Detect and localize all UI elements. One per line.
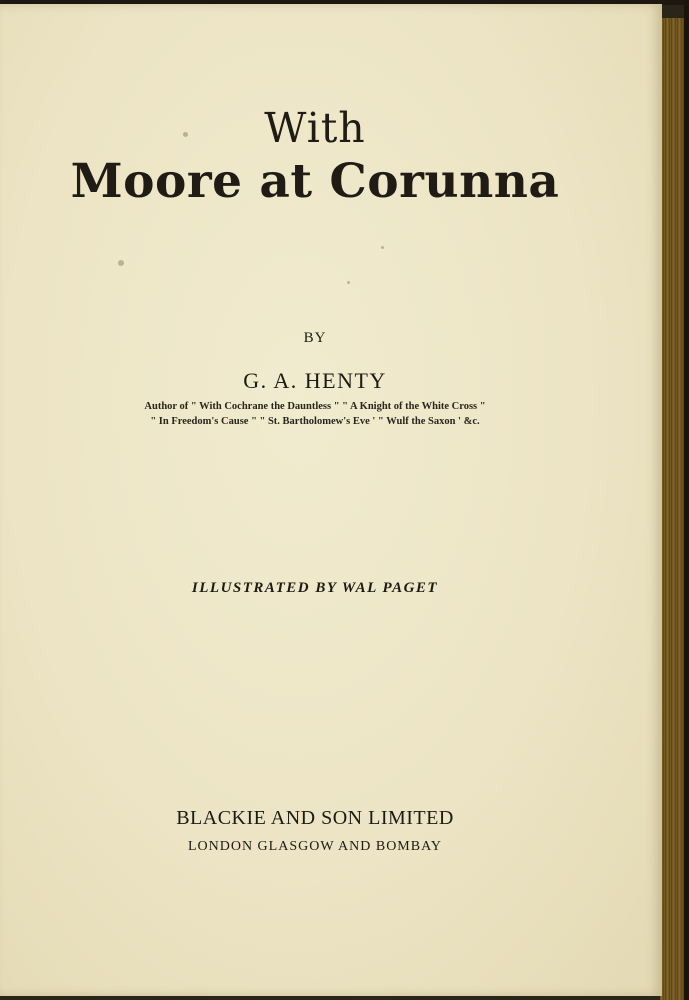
illustrator-credit: ILLUSTRATED BY WAL PAGET (191, 580, 439, 596)
title-line-2: Moore at Corunna (70, 154, 560, 209)
book-cover-edge (684, 0, 689, 1000)
other-works-line-1: Author of " With Cochrane the Dauntless " " A Knight of the White Cross " (144, 401, 486, 412)
title-line-1: With (264, 104, 366, 152)
publisher-cities: LONDON GLASGOW AND BOMBAY (187, 839, 443, 854)
author-name: G. A. HENTY (243, 368, 387, 393)
other-works-line-2: " In Freedom's Cause " " St. Bartholomew's Eve ' " Wulf the Saxon ' &c. (150, 416, 480, 427)
paper-speck (381, 246, 384, 249)
publisher-name: BLACKIE AND SON LIMITED (176, 807, 454, 829)
paper-speck (347, 281, 350, 284)
by-label: BY (303, 330, 327, 346)
title-page (0, 4, 662, 996)
paper-speck (118, 260, 124, 266)
